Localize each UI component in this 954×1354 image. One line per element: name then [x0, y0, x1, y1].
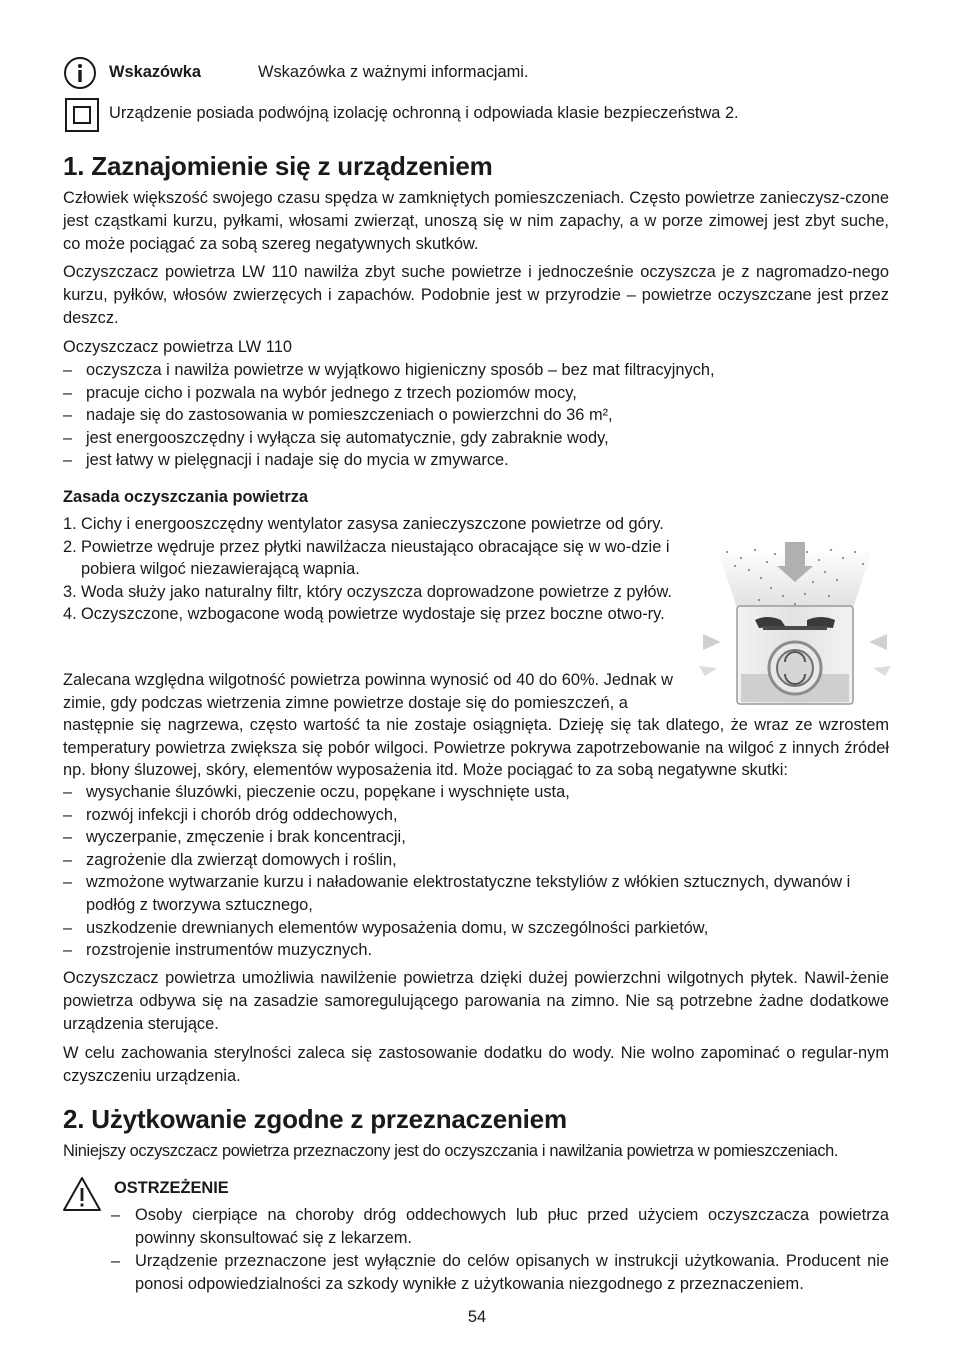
humidity-text-b: następnie się nagrzewa, często wartość ta nie zostaje osiągnięta. Dzieję się tak dlatego, że wraz ze wzrostem temperatury powietrza zwiększa się pobór wilgoci. Powietrze pokrywa zapotrzebowanie na wilgoć z innych źródeł np. błony śluzowej, skóry, elementów wyposażenia itd. Może pociągać to za sobą negatywne skutki:: [63, 716, 889, 780]
section1-title: 1. Zaznajomienie się z urządzeniem: [63, 151, 493, 181]
section2-para: Niniejszy oczyszczacz powietrza przeznaczony jest do oczyszczania i nawilżania powietrza w pomieszczeniach.: [63, 1142, 839, 1160]
warning-label: OSTRZEŻENIE: [114, 1179, 229, 1197]
list-item: – wysychanie śluzówki, pieczenie oczu, popękane i wyschnięte usta,: [63, 783, 570, 801]
list-item: 4. Oczyszczone, wzbogacone wodą powietrze wydostaje się przez boczne otwo-ry.: [63, 605, 665, 624]
air-purifier-illustration: [697, 538, 893, 710]
section1-para2: Oczyszczacz powietrza LW 110 nawilża zbyt suche powietrze i jednocześnie oczyszcza je z nagromadzo-nego kurzu, pyłków, włosów zwierzęcych i zapachów. Podobnie jest w przyrodzie – powietrze oczyszczane jest przez deszcz.: [63, 263, 889, 327]
list-item: – pracuje cicho i pozwala na wybór jednego z trzech poziomów mocy,: [63, 383, 577, 402]
list-item: 3. Woda służy jako naturalny filtr, który oczyszcza doprowadzone powietrze z pyłów.: [63, 582, 672, 601]
list-item: – Osoby cierpiące na choroby dróg oddechowych lub płuc przed użyciem oczyszczacza powietrza powinny skonsultować się z lekarzem.: [111, 1206, 889, 1247]
list-item: 2. Powietrze wędruje przez płytki nawilżacza nieustająco obracające się w wo-dzie i pobiera wilgoć niezawierającą wapnia.: [63, 537, 670, 579]
list-item: – wyczerpanie, zmęczenie i brak koncentracji,: [63, 828, 406, 847]
list-item: – zagrożenie dla zwierząt domowych i roślin,: [63, 850, 397, 869]
list-item: – uszkodzenie drewnianych elementów wyposażenia domu, w szczególności parkietów,: [63, 918, 709, 937]
steps-list: [63, 513, 673, 626]
list-item: – Urządzenie przeznaczone jest wyłącznie do celów opisanych w instrukcji użytkowania. Producent nie ponosi odpowiedzialności za szkody wynikłe z użytkowania niezgodnego z przeznaczeniem.: [111, 1252, 889, 1293]
warning-triangle-icon: [62, 1176, 102, 1212]
warnings-list: [111, 1204, 889, 1296]
list-item: – jest energooszczędny i wyłącza się automatycznie, gdy zabraknie wody,: [63, 428, 609, 447]
double-insulation-icon: [65, 98, 99, 132]
list-item: – rozstrojenie instrumentów muzycznych.: [63, 941, 373, 960]
list-item: 1. Cichy i energooszczędny wentylator zasysa zanieczyszczone powietrze od góry.: [63, 515, 664, 533]
features-intro: Oczyszczacz powietrza LW 110: [63, 338, 292, 356]
page-number: 54: [467, 1308, 487, 1326]
features-list: [63, 359, 889, 472]
hint-text: Wskazówka z ważnymi informacjami.: [258, 63, 529, 81]
list-item: – jest łatwy w pielęgnacji i nadaje się do mycia w zmywarce.: [63, 451, 509, 470]
section1-para3: Oczyszczacz powietrza umożliwia nawilżenie powietrza dzięki dużej powierzchni wilgotnych płytek. Nawil-żenie powietrza odbywa się na zasadzie samoregulującego parowania na zimno. Nie są potrzebne żadne dodatkowe urządzenia sterujące.: [63, 969, 889, 1033]
class2-text: Urządzenie posiada podwójną izolację ochronną i odpowiada klasie bezpieczeństwa 2.: [109, 104, 739, 122]
list-item: – wzmożone wytwarzanie kurzu i naładowanie elektrostatyczne tekstyliów z włókien sztucznych, dywanów i podłóg z tworzywa sztucznego,: [63, 873, 851, 914]
hint-label: Wskazówka: [109, 63, 202, 81]
section1-para4: W celu zachowania sterylności zaleca się zastosowanie dodatku do wody. Nie wolno zapominać o regular-nym czyszczeniu urządzenia.: [63, 1044, 889, 1085]
list-item: – oczyszcza i nawilża powietrze w wyjątkowo higieniczny sposób – bez mat filtracyjnych,: [63, 361, 715, 379]
humidity-text-a: Zalecana względna wilgotność powietrza powinna wynosić od 40 do 60%. Jednak w zimie, gdy podczas wietrzenia zimne powietrze dostaje się do pomieszczeń, a: [63, 671, 673, 712]
info-icon: [63, 56, 97, 90]
section2-title: 2. Użytkowanie zgodne z przeznaczeniem: [63, 1104, 567, 1134]
section1-para1: Człowiek większość swojego czasu spędza w zamkniętych pomieszczeniach. Często powietrze zanieczysz-czone jest cząstkami kurzu, pyłkami, włosami zwierząt, unoszą się w nim zapachy, a w porze zimowej jest zbyt suche, co może pociągać za sobą szereg negatywnych skutków.: [63, 189, 889, 253]
list-item: – rozwój infekcji i chorób dróg oddechowych,: [63, 805, 398, 824]
list-item: – nadaje się do zastosowania w pomieszczeniach o powierzchni do 36 m²,: [63, 406, 613, 425]
principle-title: Zasada oczyszczania powietrza: [63, 488, 309, 506]
effects-list: [63, 781, 889, 962]
